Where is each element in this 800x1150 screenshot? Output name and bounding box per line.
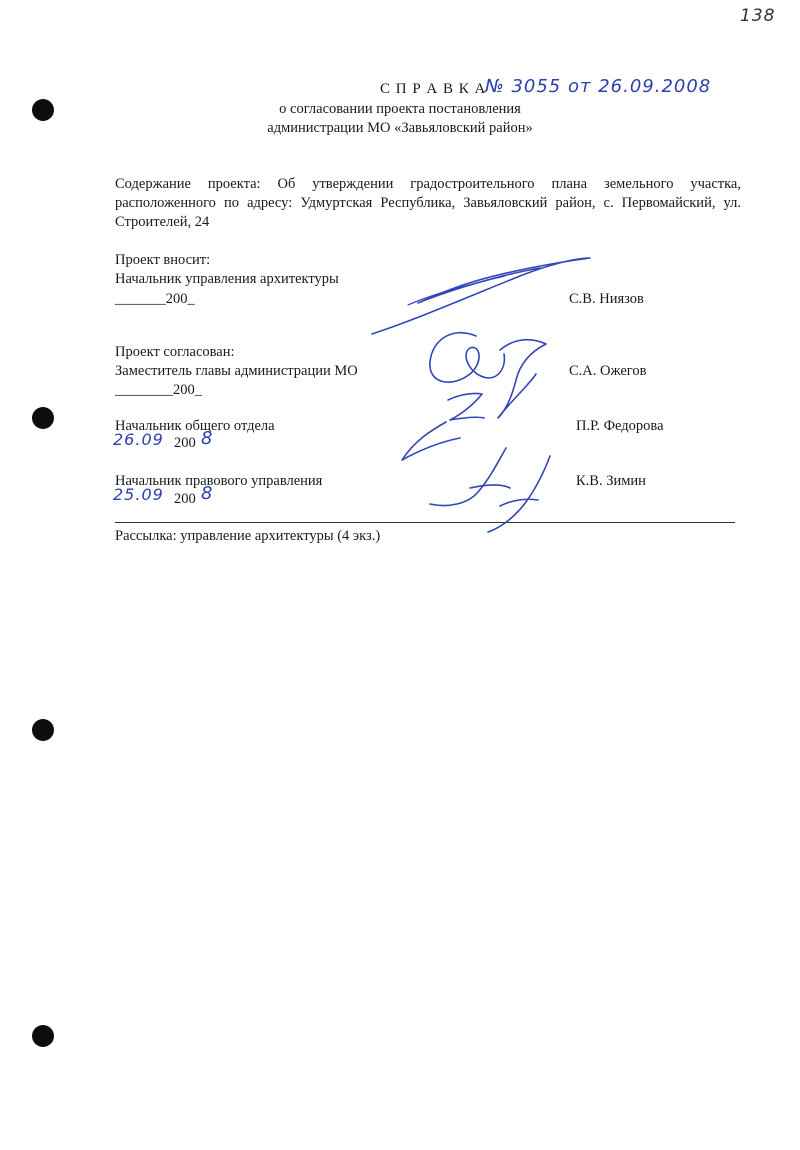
project-content: Содержание проекта: Об утверждении градостроительного плана земельного участка, расположенного по адресу: Удмуртская Республика, Завьяловский район, с. Первомайский, ул. Строителей, 24 [115,176,741,230]
doc-title: С П Р А В К А [380,81,487,97]
general-date-year: 200 [174,435,196,451]
introducer-position: Начальник управления архитектуры [115,271,339,287]
legal-date-year: 200 [174,491,196,507]
divider-line [115,522,735,523]
approved-heading: Проект согласован: [115,344,235,360]
signature-fedorova [402,393,484,460]
signature-niyazov [372,258,590,334]
registration-number: № 3055 от 26.09.2008 [485,76,712,97]
punch-hole [32,407,54,429]
punch-hole [32,1025,54,1047]
general-date-handwritten: 26.09 [113,430,164,449]
general-year-handwritten: 8 [201,428,214,449]
signature-ozhegov [430,333,546,418]
introducer-date-line: _______200_ [115,291,195,307]
legal-position: Начальник правового управления [115,473,323,489]
introducer-name: С.В. Ниязов [569,291,644,307]
general-position: Начальник общего отдела [115,418,275,434]
deputy-position: Заместитель главы администрации МО [115,363,358,379]
legal-date-handwritten: 25.09 [113,485,164,504]
introducer-heading: Проект вносит: [115,252,211,268]
signature-zimin [430,448,550,532]
legal-name: К.В. Зимин [576,473,646,489]
doc-subtitle-1: о согласовании проекта постановления [279,101,521,117]
page-number: 138 [740,6,776,26]
deputy-name: С.А. Ожегов [569,363,647,379]
legal-year-handwritten: 8 [201,483,214,504]
distribution-list: Рассылка: управление архитектуры (4 экз.) [115,528,381,544]
punch-hole [32,719,54,741]
doc-subtitle-2: администрации МО «Завьяловский район» [267,120,533,136]
general-name: П.Р. Федорова [576,418,664,434]
deputy-date-line: ________200_ [115,382,202,398]
